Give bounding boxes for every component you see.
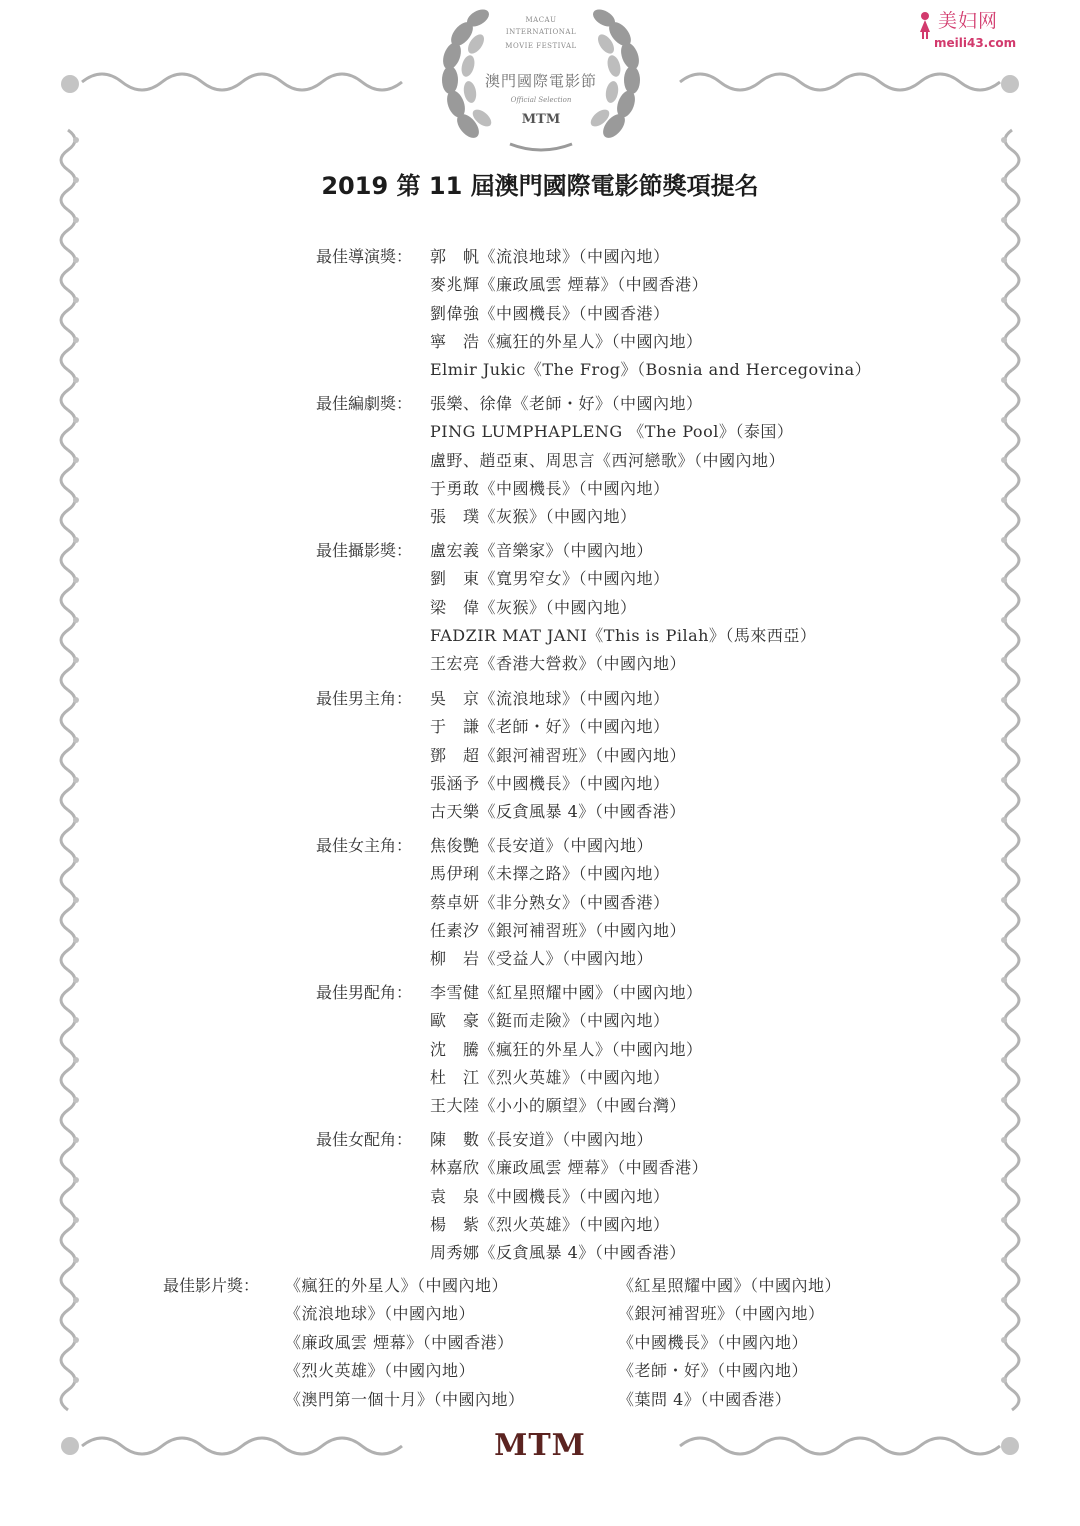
nominee-entry: 楊 紫《烈火英雄》（中國內地）	[430, 1214, 670, 1234]
emblem-line-1: MACAU	[525, 16, 557, 24]
nominee-entry: 袁 泉《中國機長》（中國內地）	[430, 1186, 670, 1206]
category-label: 最佳女主角：	[316, 836, 413, 855]
site-watermark	[912, 6, 1072, 52]
best-film-entry: 《紅星照耀中國》（中國內地）	[618, 1276, 842, 1295]
nominee-entry: 張樂、徐偉《老師・好》（中國內地）	[430, 394, 703, 413]
nominee-entry: 杜 江《烈火英雄》（中國內地）	[430, 1067, 670, 1087]
nominee-entry: 盧宏義《音樂家》（中國內地）	[430, 541, 654, 560]
emblem-line-3: MOVIE FESTIVAL	[505, 42, 577, 50]
emblem-line-2: INTERNATIONAL	[505, 28, 577, 36]
nominee-entry: 周秀娜《反貪風暴 4》（中國香港）	[430, 1243, 686, 1263]
page-title: 2019 第 11 屆澳門國際電影節獎項提名	[321, 172, 759, 200]
nominee-entry: 柳 岩《受益人》（中國內地）	[430, 949, 654, 969]
nominee-entry: 王宏亮《香港大營救》（中國內地）	[430, 654, 687, 674]
best-film-label: 最佳影片獎：	[163, 1276, 260, 1295]
nominee-entry: 劉偉強《中國機長》（中國香港）	[430, 303, 670, 323]
category-label: 最佳攝影獎：	[316, 541, 413, 560]
nominee-entry: FADZIR MAT JANI《This is Pilah》（馬來西亞）	[430, 625, 817, 645]
watermark-url: meili43.com	[934, 36, 1017, 50]
nominee-entry: 歐 豪《鋌而走險》（中國內地）	[430, 1011, 670, 1031]
nominee-entry: 林嘉欣《廉政風雲 煙幕》（中國香港）	[430, 1158, 709, 1178]
nominee-entry: Elmir Jukic《The Frog》（Bosnia and Hercegovina）	[430, 360, 872, 380]
nominee-entry: 盧野、趙亞東、周思言《西河戀歌》（中國內地）	[430, 450, 786, 470]
nominee-entry: 焦俊艷《長安道》（中國內地）	[430, 836, 654, 855]
category-label: 最佳女配角：	[316, 1130, 413, 1149]
nominee-entry: 劉 東《寬男窄女》（中國內地）	[430, 569, 670, 589]
best-film-entry: 《廉政風雲 煙幕》（中國香港）	[285, 1332, 514, 1352]
category-label: 最佳男配角：	[316, 983, 413, 1002]
nominee-entry: 張 璞《灰猴》（中國內地）	[430, 507, 637, 527]
best-film-entry: 《烈火英雄》（中國內地）	[285, 1361, 476, 1381]
emblem-selection: Official Selection	[510, 96, 572, 104]
nominee-entry: 于 謙《老師・好》（中國內地）	[430, 717, 670, 737]
nominee-entry: 郭 帆《流浪地球》（中國內地）	[430, 247, 670, 266]
nominee-entry: 陳 數《長安道》（中國內地）	[430, 1130, 654, 1149]
watermark-title: 美妇网	[938, 10, 999, 32]
nominee-entry: 馬伊琍《未擇之路》（中國內地）	[430, 864, 670, 884]
category-label: 最佳男主角：	[316, 689, 413, 708]
nominee-entry: 麥兆輝《廉政風雲 煙幕》（中國香港）	[430, 275, 709, 295]
best-film-entry: 《老師・好》（中國內地）	[618, 1361, 809, 1381]
nominee-entry: 沈 騰《瘋狂的外星人》（中國內地）	[430, 1039, 703, 1059]
nominee-entry: 古天樂《反貪風暴 4》（中國香港）	[430, 802, 686, 822]
nominee-entry: 任素汐《銀河補習班》（中國內地）	[430, 920, 687, 940]
nominee-entry: 李雪健《紅星照耀中國》（中國內地）	[430, 983, 703, 1002]
best-film-entry: 《瘋狂的外星人》（中國內地）	[285, 1276, 509, 1295]
emblem-mark: MTM	[521, 112, 561, 127]
nominee-entry: 梁 偉《灰猴》（中國內地）	[430, 597, 637, 617]
festival-emblem	[430, 6, 652, 156]
category-label: 最佳導演獎：	[316, 247, 413, 266]
emblem-chinese-name: 澳門國際電影節	[484, 72, 597, 90]
best-film-entry: 《流浪地球》（中國內地）	[285, 1304, 476, 1324]
footer-mark: MTM	[494, 1428, 586, 1463]
female-figure-icon	[916, 10, 934, 40]
nominee-entry: 寧 浩《瘋狂的外星人》（中國內地）	[430, 331, 703, 351]
best-film-entry: 《葉問 4》（中國香港）	[618, 1389, 792, 1409]
nominee-entry: 于勇敢《中國機長》（中國內地）	[430, 478, 670, 498]
nominee-entry: 王大陸《小小的願望》（中國台灣）	[430, 1096, 687, 1116]
nominee-entry: PING LUMPHAPLENG 《The Pool》（泰国）	[430, 422, 794, 442]
nominee-entry: 鄧 超《銀河補習班》（中國內地）	[430, 745, 687, 765]
best-film-entry: 《中國機長》（中國內地）	[618, 1332, 809, 1352]
category-label: 最佳編劇獎：	[316, 394, 413, 413]
nominee-entry: 蔡卓妍《非分熟女》（中國香港）	[430, 892, 670, 912]
nominee-entry: 張涵予《中國機長》（中國內地）	[430, 773, 670, 793]
nominee-entry: 吳 京《流浪地球》（中國內地）	[430, 689, 670, 708]
best-film-entry: 《澳門第一個十月》（中國內地）	[285, 1389, 525, 1409]
best-film-entry: 《銀河補習班》（中國內地）	[618, 1304, 825, 1324]
